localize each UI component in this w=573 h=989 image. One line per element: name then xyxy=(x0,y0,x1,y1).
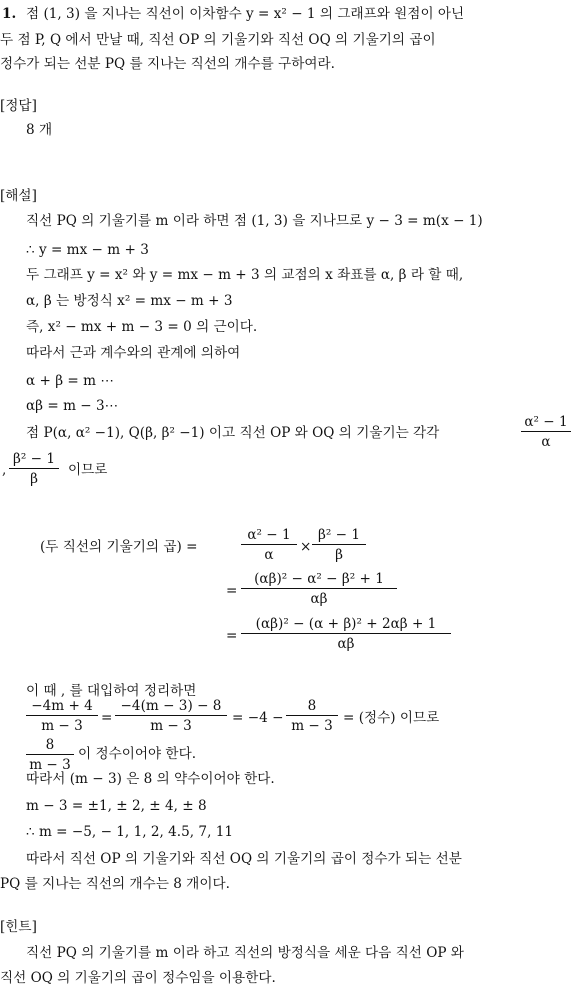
after-fraction-4 xyxy=(26,737,74,773)
fraction-numerator: (αβ)² − (α + β)² + 2αβ + 1 xyxy=(255,616,437,632)
equals-2: = xyxy=(226,583,238,599)
solution-line-10: 이므로 xyxy=(68,462,108,478)
fraction-numerator: −4(m − 3) − 8 xyxy=(120,698,222,714)
after-line-vals: m − 3 = ±1, ± 2, ± 4, ± 8 xyxy=(26,798,207,814)
fraction-denominator: αβ xyxy=(337,636,355,652)
product-fraction-1 xyxy=(241,527,297,563)
hint-line-1: 직선 PQ 의 기울기를 m 이라 하고 직선의 방정식을 세운 다음 직선 OP 와 xyxy=(26,945,464,961)
fraction-denominator: m − 3 xyxy=(291,718,333,734)
after-fraction-2 xyxy=(115,698,227,734)
fraction-denominator: α xyxy=(541,434,551,450)
fraction-bar xyxy=(286,715,338,716)
problem-line-1: 점 (1, 3) 을 지나는 직선이 이차함수 y = x² − 1 의 그래프와 원점이 아닌 xyxy=(26,6,465,22)
fraction-numerator: α² − 1 xyxy=(524,414,568,430)
hint-line-2: 직선 OQ 의 기울기의 곱이 정수임을 이용한다. xyxy=(0,970,276,986)
fraction-denominator: m − 3 xyxy=(29,757,71,773)
fraction-denominator: αβ xyxy=(310,591,328,607)
equals-3: = xyxy=(226,628,238,644)
after-line-1: 이 때 , 를 대입하여 정리하면 xyxy=(26,683,197,699)
times-sign: × xyxy=(300,539,312,555)
slope-fraction-alpha xyxy=(521,414,571,450)
fraction-bar xyxy=(241,544,297,545)
solution-line-1: 직선 PQ 의 기울기를 m 이라 하면 점 (1, 3) 을 지나므로 y − 3 = m(x − 1) xyxy=(26,213,483,229)
solution-line-3: 두 그래프 y = x² 와 y = mx − m + 3 의 교점의 x 좌표를 α, β 라 할 때, xyxy=(26,267,464,283)
fraction-bar xyxy=(521,431,571,432)
fraction-bar xyxy=(312,544,366,545)
fraction-bar xyxy=(9,468,59,469)
after-line-div: 따라서 (m − 3) 은 8 의 약수이어야 한다. xyxy=(26,771,275,787)
solution-line-6: 따라서 근과 계수와의 관계에 의하여 xyxy=(26,345,241,361)
product-fraction-4 xyxy=(241,616,451,652)
solution-header: [해설] xyxy=(0,188,37,204)
problem-line-3: 정수가 되는 선분 PQ 를 지나는 직선의 개수를 구하여라. xyxy=(0,56,335,72)
hint-header: [힌트] xyxy=(0,919,37,935)
after-fraction-1 xyxy=(26,698,98,734)
product-fraction-2 xyxy=(312,527,366,563)
solution-line-2: ∴ y = mx − m + 3 xyxy=(26,242,149,258)
solution-line-8: αβ = m − 3⋯ xyxy=(26,398,119,414)
fraction-numerator: 8 xyxy=(307,698,317,714)
fraction-bar xyxy=(241,633,451,634)
fraction-denominator: α xyxy=(264,547,274,563)
fraction-bar xyxy=(26,715,98,716)
fraction-denominator: m − 3 xyxy=(150,718,192,734)
slope-fraction-beta xyxy=(9,451,59,487)
solution-line-9: 점 P(α, α² −1), Q(β, β² −1) 이고 직선 OP 와 OQ 의 기울기는 각각 xyxy=(26,425,440,441)
answer-value: 8 개 xyxy=(26,122,53,138)
fraction-bar xyxy=(115,715,227,716)
fraction-numerator: −4m + 4 xyxy=(31,698,93,714)
after-eq-2: = −4 − xyxy=(232,710,284,726)
solution-line-4: α, β 는 방정식 x² = mx − m + 3 xyxy=(26,293,233,309)
fraction-numerator: 8 xyxy=(45,737,55,753)
solution-line-5: 즉, x² − mx + m − 3 = 0 의 근이다. xyxy=(26,319,258,335)
fraction-bar xyxy=(26,754,74,755)
after-eq-1: = xyxy=(101,710,113,726)
fraction-denominator: β xyxy=(335,547,343,563)
fraction-numerator: β² − 1 xyxy=(13,451,55,467)
problem-number: 1. xyxy=(2,6,17,22)
after-line-m: ∴ m = −5, − 1, 1, 2, 4.5, 7, 11 xyxy=(26,824,234,840)
solution-comma: , xyxy=(2,462,7,478)
fraction-numerator: α² − 1 xyxy=(247,527,291,543)
solution-line-7: α + β = m ⋯ xyxy=(26,373,114,389)
fraction-numerator: β² − 1 xyxy=(318,527,360,543)
problem-line-2: 두 점 P, Q 에서 만날 때, 직선 OP 의 기울기와 직선 OQ 의 기울기의 곱이 xyxy=(0,32,436,48)
answer-header: [정답] xyxy=(0,98,37,114)
conclusion-line-1: 따라서 직선 OP 의 기울기와 직선 OQ 의 기울기의 곱이 정수가 되는 선분 xyxy=(26,851,462,867)
product-lhs: (두 직선의 기울기의 곱) = xyxy=(40,539,198,555)
product-fraction-3 xyxy=(241,571,397,607)
after-eq-3: = (정수) 이므로 xyxy=(343,710,440,726)
fraction-denominator: β xyxy=(30,471,38,487)
fraction-numerator: (αβ)² − α² − β² + 1 xyxy=(254,571,384,587)
after-fraction-3 xyxy=(286,698,338,734)
fraction-denominator: m − 3 xyxy=(41,718,83,734)
fraction-bar xyxy=(241,588,397,589)
conclusion-line-2: PQ 를 지나는 직선의 개수는 8 개이다. xyxy=(0,876,230,892)
after-line-int: 이 정수이어야 한다. xyxy=(78,746,197,762)
